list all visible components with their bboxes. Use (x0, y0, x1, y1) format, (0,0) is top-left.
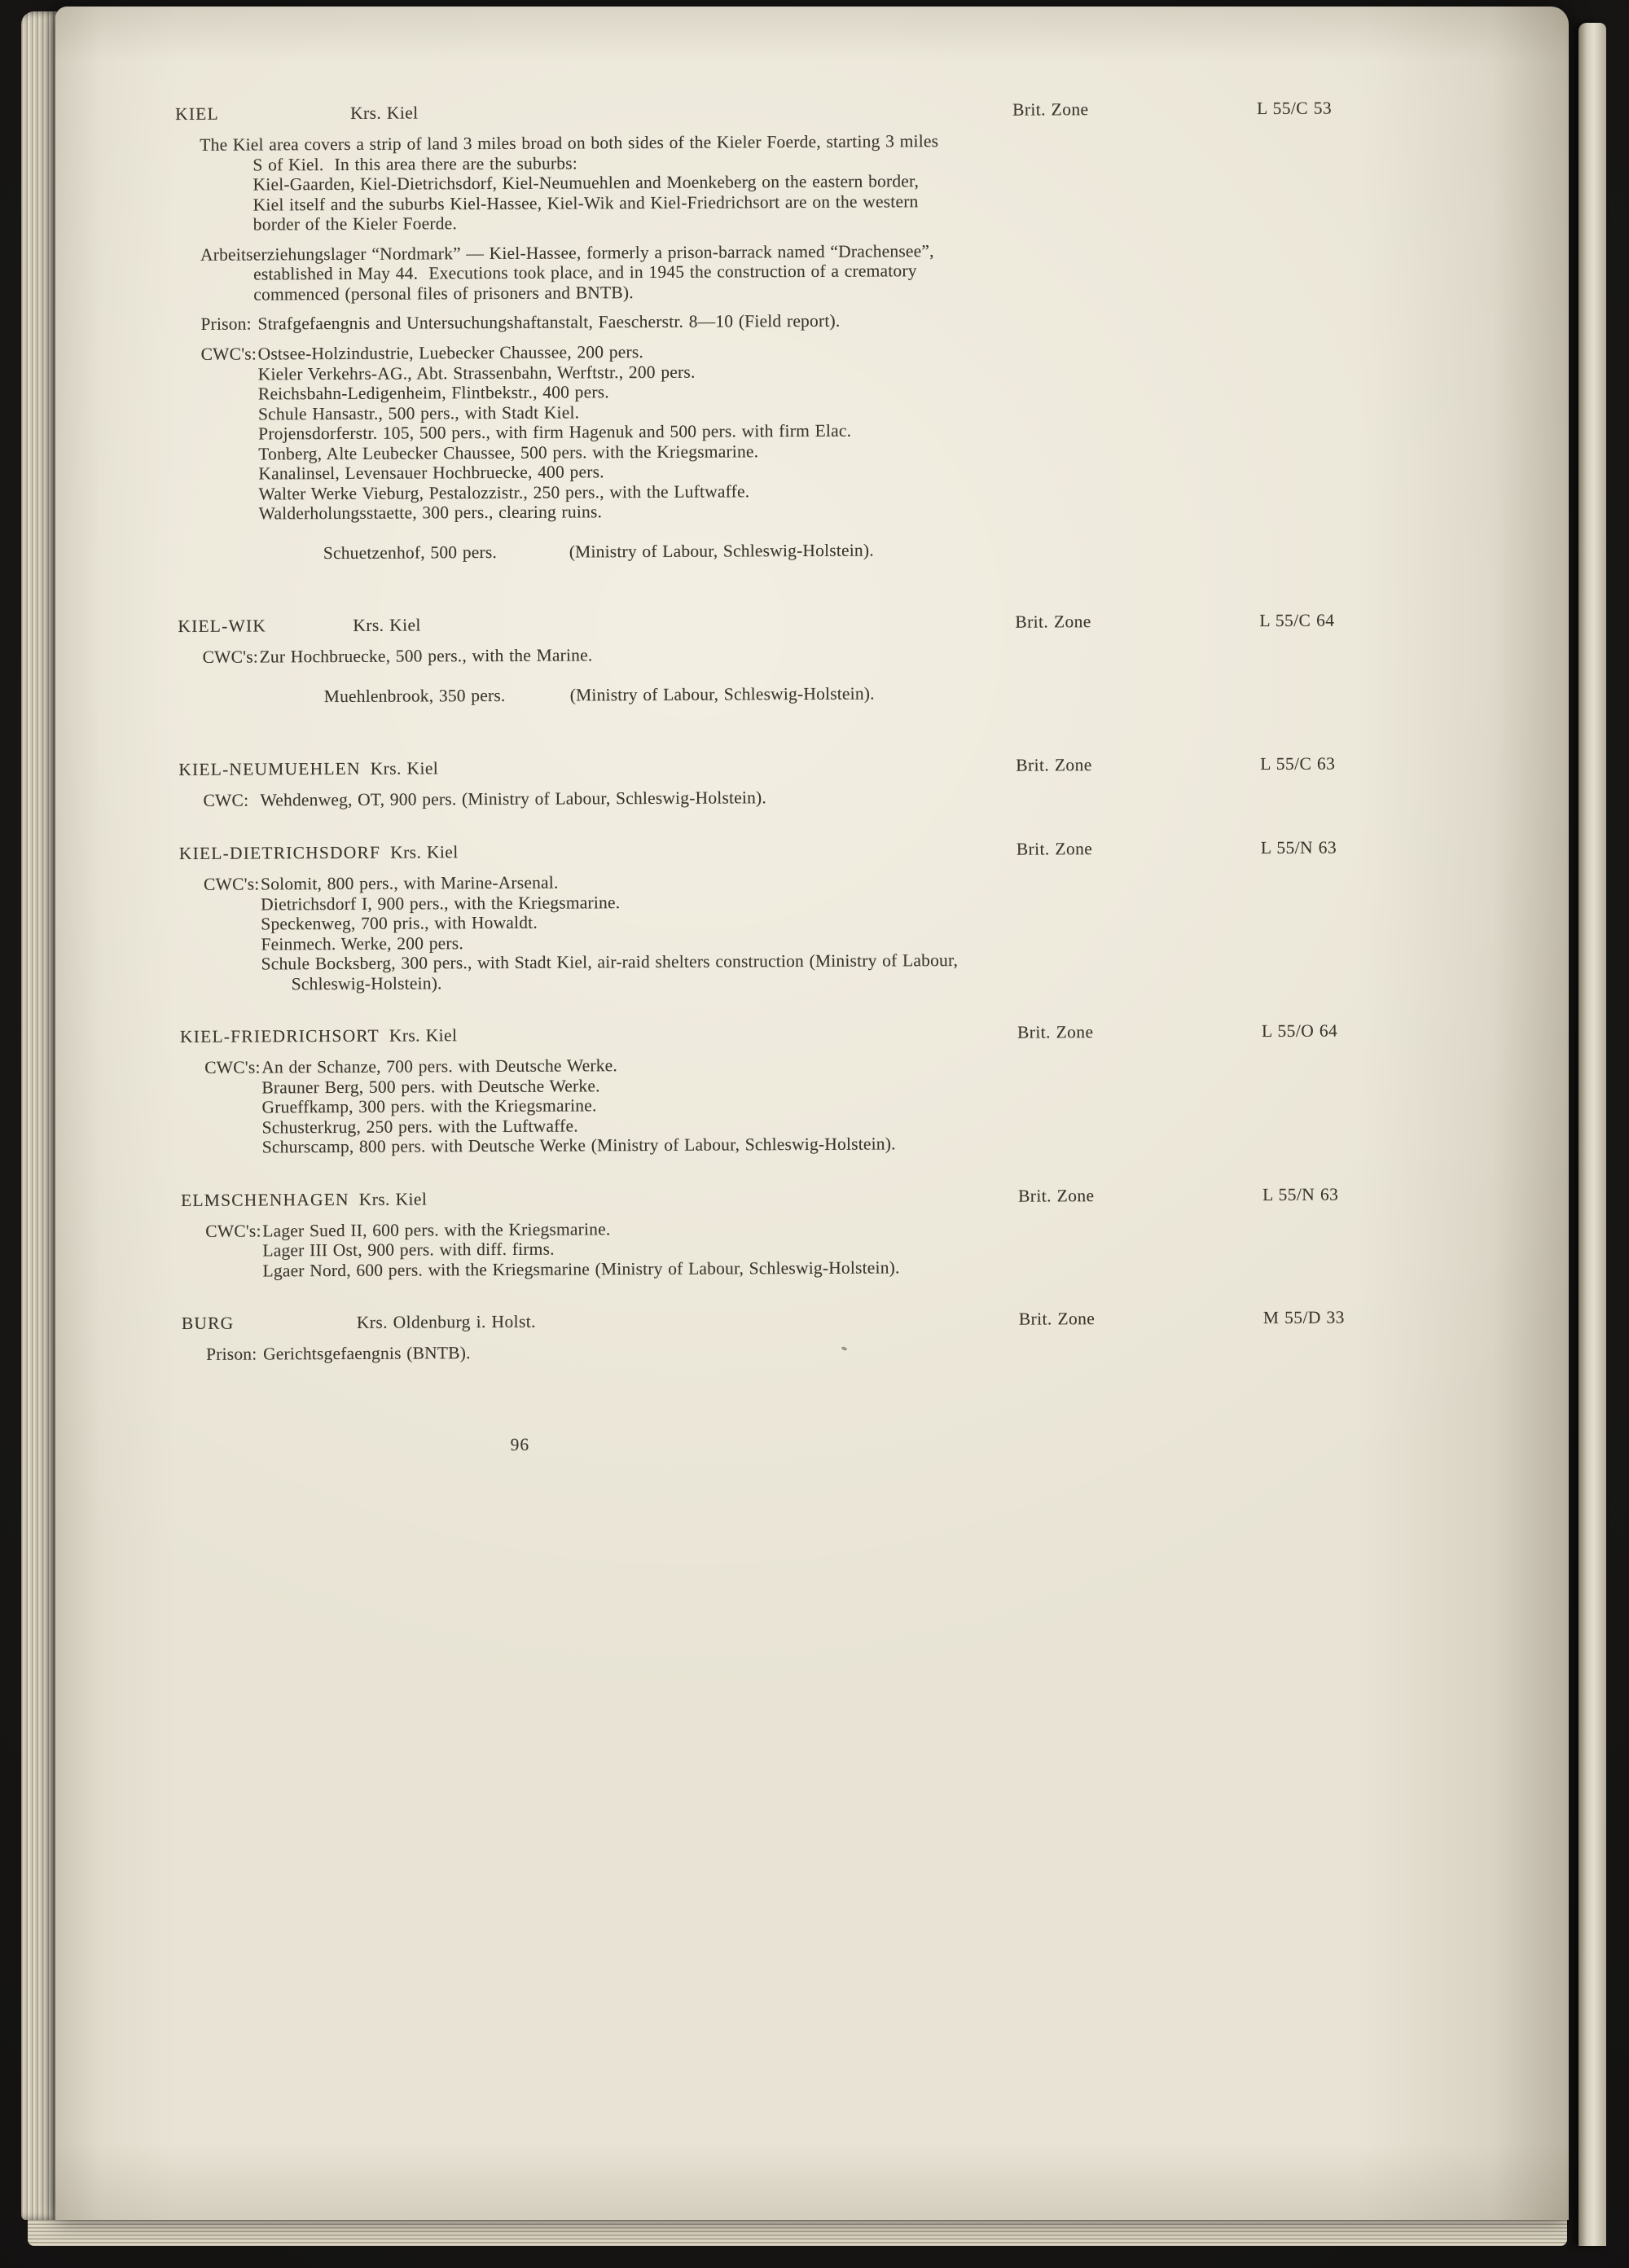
camp-text: Muehlenbrook, 350 pers. (323, 685, 506, 707)
entry-line: Lager III Ost, 900 pers. with diff. firms. (262, 1239, 555, 1261)
entry-type-label: CWC: (203, 790, 249, 810)
entry-type-label: CWC's: (204, 1057, 261, 1077)
entry-line: Schule Bocksberg, 300 pers., with Stadt Kiel, air-raid shelters construction (Ministry of Labour, (261, 950, 959, 974)
district-label: Krs. Kiel (358, 1188, 428, 1209)
grid-code: L 55/C 53 (1256, 98, 1333, 119)
entry-cwcs (179, 868, 1467, 994)
grid-code: L 55/C 64 (1259, 610, 1335, 631)
district-label: Krs. Oldenburg i. Holst. (356, 1311, 536, 1332)
camp-paragraph (176, 238, 1463, 305)
paragraph-line: commenced (personal files of prisoners and BNTB). (253, 282, 634, 304)
entry-line: Grueffkamp, 300 pers. with the Kriegsmarine. (261, 1095, 597, 1117)
section-header (180, 1020, 1467, 1048)
camp-text: Schuetzenhof, 500 pers. (323, 542, 498, 564)
zone-label: Brit. Zone (1016, 839, 1093, 859)
section-header (178, 753, 1465, 781)
entry-line: Strafgefaengnis and Untersuchungshaftanstalt, Faescherstr. 8—10 (Field report). (257, 310, 841, 334)
book-page (55, 7, 1569, 2220)
entry-line: Dietrichsdorf I, 900 pers., with the Kriegsmarine. (261, 892, 621, 914)
section-header (178, 610, 1464, 638)
entry-line: Wehdenweg, OT, 900 pers. (Ministry of Labour, Schleswig-Holstein). (260, 787, 767, 810)
place-name: KIEL-NEUMUEHLEN (178, 758, 361, 779)
district-label: Krs. Kiel (389, 1025, 458, 1046)
grid-code: L 55/N 63 (1260, 837, 1337, 858)
paragraph-line: The Kiel area covers a strip of land 3 miles broad on both sides of the Kieler Foerde, starting 3 miles (200, 131, 939, 155)
entry-line: Schusterkrug, 250 pers. with the Luftwaffe. (261, 1115, 578, 1137)
entry-cwcs (180, 1051, 1468, 1158)
zone-label: Brit. Zone (1018, 1309, 1096, 1329)
entry-prison (182, 1338, 1469, 1365)
paragraph-line: S of Kiel. In this area there are the suburbs: (252, 152, 577, 175)
section-kiel-wik (178, 610, 1465, 727)
entry-type-label: CWC's: (202, 647, 259, 667)
entry-line: Schurscamp, 800 pers. with Deutsche Werke (Ministry of Labour, Schleswig-Holstein). (261, 1134, 896, 1157)
paragraph-line: Kiel-Gaarden, Kiel-Dietrichsdorf, Kiel-Neumuehlen and Moenkeberg on the eastern border, (252, 171, 920, 195)
entry-cwcs (178, 641, 1464, 727)
entry-line: Schule Hansastr., 500 pers., with Stadt Kiel. (257, 401, 580, 423)
section-kiel-neumuehlen (178, 753, 1465, 811)
section-header (181, 1183, 1468, 1211)
entry-line: Walderholungsstaette, 300 pers., clearing ruins. (258, 502, 603, 524)
entry-type-label: CWC's: (200, 344, 257, 364)
ministry-note: (Ministry of Labour, Schleswig-Holstein). (569, 683, 875, 705)
section-header (182, 1307, 1469, 1335)
entry-line (259, 517, 1464, 583)
paragraph-line: border of the Kieler Foerde. (252, 213, 458, 235)
entry-cwcs (177, 338, 1465, 584)
entry-line (260, 660, 1465, 726)
entry-line: Zur Hochbruecke, 500 pers., with the Marine. (259, 645, 593, 667)
place-name: ELMSCHENHAGEN (180, 1189, 349, 1210)
entry-line: Ostsee-Holzindustrie, Luebecker Chaussee, 200 pers. (257, 341, 643, 364)
page-edge-stack-bottom (28, 2220, 1567, 2246)
place-name: KIEL-FRIEDRICHSORT (179, 1025, 380, 1046)
section-elmschenhagen (181, 1183, 1469, 1281)
page-content (175, 98, 1469, 1457)
section-header (175, 98, 1462, 125)
section-kiel (175, 98, 1464, 584)
entry-type-label: Prison: (200, 314, 252, 334)
zone-label: Brit. Zone (1012, 99, 1089, 120)
entry-type-label: CWC's: (203, 874, 260, 894)
district-label: Krs. Kiel (349, 103, 419, 123)
entry-line: Tonberg, Alte Leubecker Chaussee, 500 pers. with the Kriegsmarine. (258, 441, 759, 463)
entry-line: Brauner Berg, 500 pers. with Deutsche Werke. (261, 1075, 600, 1097)
grid-code: M 55/D 33 (1262, 1307, 1345, 1328)
zone-label: Brit. Zone (1017, 1185, 1095, 1206)
entry-type-label: CWC's: (205, 1220, 261, 1241)
place-name: KIEL (175, 103, 219, 124)
entry-line: Lgaer Nord, 600 pers. with the Kriegsmarine (Ministry of Labour, Schleswig-Holstein). (262, 1257, 900, 1280)
section-kiel-friedrichsort (180, 1020, 1468, 1158)
page-number: 96 (510, 1434, 530, 1454)
entry-line: Feinmech. Werke, 200 pers. (261, 932, 463, 954)
entry-line: Walter Werke Vieburg, Pestalozzistr., 250 pers., with the Luftwaffe. (258, 480, 750, 503)
entry-line: Lager Sued II, 600 pers. with the Kriegsmarine. (262, 1218, 611, 1240)
entry-line: Solomit, 800 pers., with Marine-Arsenal. (260, 872, 559, 894)
entry-line: Reichsbahn-Ledigenheim, Flintbekstr., 400 pers. (257, 382, 609, 404)
entry-cwcs (181, 1214, 1468, 1281)
district-label: Krs. Kiel (390, 842, 459, 862)
page-edge-stack-left (21, 11, 57, 2220)
grid-code: L 55/O 64 (1261, 1020, 1338, 1042)
place-name: KIEL-DIETRICHSDORF (178, 842, 381, 863)
paragraph-line: established in May 44. Executions took place, and in 1945 the construction of a crematory (253, 261, 917, 284)
entry-line: Schleswig-Holstein). (291, 972, 442, 994)
entry-prison (176, 308, 1463, 335)
district-label: Krs. Kiel (370, 758, 439, 779)
section-kiel-dietrichsdorf (179, 837, 1467, 994)
zone-label: Brit. Zone (1016, 755, 1092, 775)
section-header (179, 837, 1466, 865)
place-name: BURG (181, 1313, 235, 1333)
grid-code: L 55/N 63 (1262, 1184, 1339, 1204)
ministry-note: (Ministry of Labour, Schleswig-Holstein). (569, 540, 874, 562)
entry-line: Projensdorferstr. 105, 500 pers., with firm Hagenuk and 500 pers. with firm Elac. (258, 420, 852, 444)
zone-label: Brit. Zone (1015, 612, 1091, 632)
entry-line: Gerichtsgefaengnis (BNTB). (262, 1343, 471, 1364)
entry-line: Speckenweg, 700 pris., with Howaldt. (261, 912, 538, 934)
entry-line: An der Schanze, 700 pers. with Deutsche Werke. (261, 1055, 618, 1077)
next-page-edge (1579, 23, 1606, 2246)
entry-line: Kanalinsel, Levensauer Hochbruecke, 400 pers. (258, 462, 604, 484)
entry-type-label: Prison: (205, 1344, 257, 1364)
place-name: KIEL-WIK (178, 616, 267, 636)
intro-paragraph (175, 129, 1463, 235)
section-burg (182, 1307, 1469, 1365)
paragraph-line: Arbeitserziehungslager “Nordmark” — Kiel-Hassee, formerly a prison-barrack named “Drachensee”, (200, 240, 934, 265)
entry-line: Kieler Verkehrs-AG., Abt. Strassenbahn, Werftstr., 200 pers. (257, 362, 696, 384)
district-label: Krs. Kiel (353, 615, 421, 635)
grid-code: L 55/C 63 (1260, 753, 1336, 774)
entry-cwc (178, 784, 1465, 811)
paragraph-line: Kiel itself and the suburbs Kiel-Hassee, Kiel-Wik and Kiel-Friedrichsort are on the western (252, 191, 919, 215)
zone-label: Brit. Zone (1016, 1022, 1094, 1042)
